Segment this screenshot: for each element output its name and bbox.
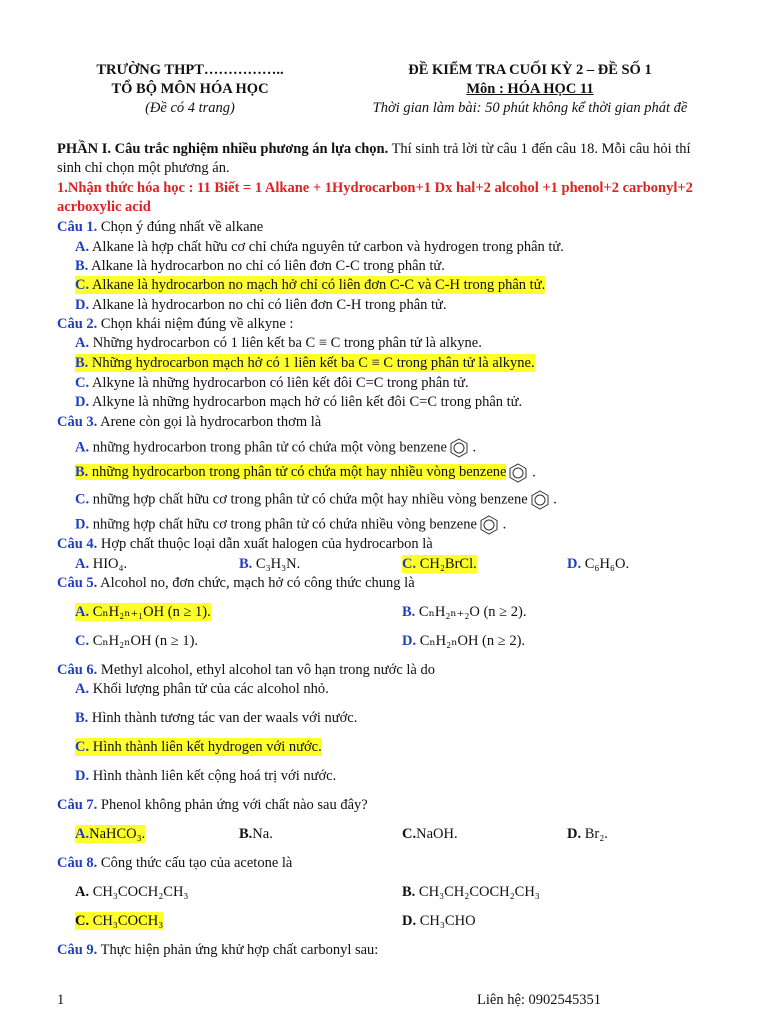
option-text: CₙH₂ₙ₊₂O (n ≥ 2). bbox=[418, 604, 527, 620]
q2-option-b-correct bbox=[75, 354, 535, 372]
q2-option-c bbox=[75, 374, 469, 392]
option-text: NaHCO₃. bbox=[89, 826, 146, 842]
exam-title: ĐỀ KIỂM TRA CUỐI KỲ 2 – ĐỀ SỐ 1 bbox=[408, 62, 652, 78]
question-9-label: Câu 9. bbox=[57, 942, 98, 958]
question-9-text: Thực hiện phản ứng khử hợp chất carbonyl sau: bbox=[97, 942, 379, 958]
option-text: Hình thành liên kết hydrogen với nước. bbox=[92, 739, 322, 755]
option-text: CₙH₂ₙ₊₁OH (n ≥ 1). bbox=[92, 604, 211, 620]
option-text: CₙH₂ₙOH (n ≥ 1). bbox=[92, 633, 199, 649]
q1-option-a bbox=[75, 238, 564, 256]
q7-option-a-correct bbox=[75, 825, 145, 843]
q5-option-d bbox=[402, 632, 525, 650]
option-text: những hydrocarbon trong phân tử có chứa một hay nhiều vòng benzene bbox=[91, 464, 507, 481]
option-text: HIO₄. bbox=[92, 556, 128, 572]
q8-option-d bbox=[402, 912, 476, 930]
q4-option-d bbox=[567, 555, 629, 573]
option-letter: B. bbox=[75, 258, 89, 274]
q5-option-b bbox=[402, 603, 526, 621]
question-6 bbox=[57, 661, 435, 679]
option-text: những hydrocarbon trong phân tử có chứa một vòng benzene bbox=[92, 439, 447, 456]
option-letter: D. bbox=[75, 768, 90, 784]
question-8-text: Công thức cấu tạo của acetone là bbox=[97, 855, 293, 871]
option-letter: C. bbox=[75, 277, 90, 293]
question-1 bbox=[57, 218, 263, 236]
subject-title: Môn : HÓA HỌC 11 bbox=[466, 81, 594, 97]
question-2-text: Chọn khái niệm đúng về alkyne : bbox=[97, 316, 294, 332]
option-letter: A. bbox=[75, 681, 90, 697]
option-text: những hợp chất hữu cơ trong phân tử có chứa nhiều vòng benzene bbox=[92, 516, 477, 533]
q4-option-b bbox=[239, 555, 300, 573]
option-text: C₆H₆O. bbox=[584, 556, 630, 572]
option-letter: B. bbox=[75, 355, 89, 371]
department-name: TỔ BỘ MÔN HÓA HỌC bbox=[111, 81, 269, 97]
question-1-text: Chọn ý đúng nhất về alkane bbox=[97, 219, 264, 235]
question-6-text: Methyl alcohol, ethyl alcohol tan vô hạn trong nước là do bbox=[97, 662, 435, 678]
q8-option-a bbox=[75, 883, 188, 901]
option-letter: C. bbox=[75, 913, 90, 929]
option-letter: D. bbox=[75, 297, 90, 313]
option-text: CH₃COCH₃ bbox=[92, 913, 164, 929]
question-4-text: Hợp chất thuộc loại dẫn xuất halogen của hydrocarbon là bbox=[97, 536, 433, 552]
question-7-label: Câu 7. bbox=[57, 797, 98, 813]
question-2 bbox=[57, 315, 293, 333]
option-letter: D. bbox=[567, 826, 582, 842]
question-2-label: Câu 2. bbox=[57, 316, 98, 332]
option-text: Alkyne là những hydrocarbon có liên kết đôi C=C trong phân tử. bbox=[91, 375, 469, 391]
q8-option-b bbox=[402, 883, 540, 901]
question-3-text: Arene còn gọi là hydrocarbon thơm là bbox=[97, 414, 322, 430]
q2-option-a bbox=[75, 334, 482, 352]
option-text: CH₂BrCl. bbox=[419, 556, 477, 572]
pages-note: (Đề có 4 trang) bbox=[145, 100, 235, 116]
question-9 bbox=[57, 941, 378, 959]
page-number: 1 bbox=[57, 992, 65, 1008]
cognitive-level-note-2: acrboxylic acid bbox=[57, 199, 151, 215]
option-text: Alkane là hydrocarbon no chỉ có liên đơn C-C trong phân tử. bbox=[91, 258, 445, 274]
option-text: NaOH. bbox=[416, 826, 458, 842]
benzene-ring-icon bbox=[449, 438, 469, 458]
option-text: CₙH₂ₙOH (n ≥ 2). bbox=[419, 633, 526, 649]
option-letter: B. bbox=[75, 710, 89, 726]
q7-option-c bbox=[402, 825, 458, 843]
q4-option-a bbox=[75, 555, 127, 573]
option-letter: B. bbox=[75, 464, 89, 481]
option-text: CH₃COCH₂CH₃ bbox=[92, 884, 189, 900]
option-letter: B. bbox=[402, 884, 416, 900]
q6-option-b bbox=[75, 709, 357, 727]
q4-option-c-correct bbox=[402, 555, 477, 573]
q6-option-a bbox=[75, 680, 329, 698]
q3-option-d: D. những hợp chất hữu cơ trong phân tử có chứa nhiều vòng benzene . bbox=[75, 515, 506, 535]
option-letter: D. bbox=[402, 913, 417, 929]
option-letter: A. bbox=[75, 556, 90, 572]
option-letter: C. bbox=[75, 491, 90, 508]
option-letter: C. bbox=[75, 633, 90, 649]
option-letter: A. bbox=[75, 335, 90, 351]
part1-instruction: Thí sinh trả lời từ câu 1 đến câu 18. Mỗi câu hỏi thí bbox=[388, 141, 691, 157]
question-7-text: Phenol không phản ứng với chất nào sau đây? bbox=[97, 797, 368, 813]
option-text: những hợp chất hữu cơ trong phân tử có chứa một hay nhiều vòng benzene bbox=[92, 491, 528, 508]
school-name: TRƯỜNG THPT…………….. bbox=[96, 62, 284, 78]
option-letter: B. bbox=[239, 826, 253, 842]
q3-option-c: C. những hợp chất hữu cơ trong phân tử có chứa một hay nhiều vòng benzene . bbox=[75, 490, 557, 510]
option-letter: D. bbox=[567, 556, 582, 572]
q1-option-c-correct bbox=[75, 276, 545, 294]
q5-option-c bbox=[75, 632, 198, 650]
option-letter: B. bbox=[402, 604, 416, 620]
question-5-text: Alcohol no, đơn chức, mạch hở có công thức chung là bbox=[97, 575, 415, 591]
question-8-label: Câu 8. bbox=[57, 855, 98, 871]
option-text: Alkane là hydrocarbon no chỉ có liên đơn C-H trong phân tử. bbox=[91, 297, 447, 313]
option-letter: C. bbox=[402, 556, 417, 572]
option-letter: D. bbox=[75, 516, 90, 533]
question-3 bbox=[57, 413, 321, 431]
option-text: Alkyne là những hydrocarbon mạch hở có liên kết đôi C=C trong phân tử. bbox=[91, 394, 523, 410]
q6-option-d bbox=[75, 767, 336, 785]
question-6-label: Câu 6. bbox=[57, 662, 98, 678]
option-text: C₃H₃N. bbox=[255, 556, 301, 572]
q7-option-b bbox=[239, 825, 273, 843]
option-text: Alkane là hydrocarbon no mạch hở chỉ có liên đơn C-C và C-H trong phân tử. bbox=[91, 277, 546, 293]
question-4-label: Câu 4. bbox=[57, 536, 98, 552]
option-letter: A. bbox=[75, 604, 90, 620]
option-text: Alkane là hợp chất hữu cơ chỉ chứa nguyên tử carbon và hydrogen trong phân tử. bbox=[91, 239, 564, 255]
option-letter: C. bbox=[75, 375, 90, 391]
part1-instruction-2: sinh chỉ chọn một phương án. bbox=[57, 160, 230, 176]
option-letter: C. bbox=[402, 826, 417, 842]
option-text: Hình thành tương tác van der waals với nước. bbox=[91, 710, 358, 726]
q5-option-a-correct bbox=[75, 603, 211, 621]
benzene-ring-icon bbox=[508, 463, 528, 483]
time-note: Thời gian làm bài: 50 phút không kể thời gian phát đề bbox=[372, 100, 688, 116]
part1-title: PHẦN I. Câu trắc nghiệm nhiều phương án lựa chọn. bbox=[57, 141, 389, 157]
option-text: Những hydrocarbon mạch hở có 1 liên kết ba C ≡ C trong phân tử là alkyne. bbox=[91, 355, 535, 371]
option-text: CH₃CH₂COCH₂CH₃ bbox=[418, 884, 540, 900]
option-text: Hình thành liên kết cộng hoá trị với nước. bbox=[92, 768, 337, 784]
q1-option-d bbox=[75, 296, 447, 314]
cognitive-level-note: 1.Nhận thức hóa học : 11 Biết = 1 Alkane + 1Hydrocarbon+1 Dx hal+2 alcohol +1 phenol+2 carbonyl+2 bbox=[57, 180, 693, 196]
option-letter: A. bbox=[75, 239, 90, 255]
question-4 bbox=[57, 535, 433, 553]
option-letter: A. bbox=[75, 439, 90, 456]
q6-option-c-correct bbox=[75, 738, 322, 756]
question-8 bbox=[57, 854, 292, 872]
q3-option-b-correct: B. những hydrocarbon trong phân tử có chứa một hay nhiều vòng benzene . bbox=[75, 463, 536, 483]
option-text: Na. bbox=[252, 826, 273, 842]
option-text: Những hydrocarbon có 1 liên kết ba C ≡ C trong phân tử là alkyne. bbox=[92, 335, 482, 351]
benzene-ring-icon bbox=[530, 490, 550, 510]
option-letter: B. bbox=[239, 556, 253, 572]
q2-option-d bbox=[75, 393, 522, 411]
option-text: Khối lượng phân tử của các alcohol nhỏ. bbox=[92, 681, 329, 697]
question-7 bbox=[57, 796, 368, 814]
q8-option-c-correct bbox=[75, 912, 163, 930]
contact-info: Liên hệ: 0902545351 bbox=[477, 992, 602, 1008]
q3-option-a: A. những hydrocarbon trong phân tử có chứa một vòng benzene . bbox=[75, 438, 476, 458]
option-letter: A. bbox=[75, 884, 90, 900]
option-letter: A. bbox=[75, 826, 90, 842]
option-text: Br₂. bbox=[584, 826, 608, 842]
option-text: CH₃CHO bbox=[419, 913, 476, 929]
option-letter: C. bbox=[75, 739, 90, 755]
question-1-label: Câu 1. bbox=[57, 219, 98, 235]
option-letter: D. bbox=[402, 633, 417, 649]
q1-option-b bbox=[75, 257, 445, 275]
question-5 bbox=[57, 574, 415, 592]
q7-option-d bbox=[567, 825, 608, 843]
question-3-label: Câu 3. bbox=[57, 414, 98, 430]
part1-line bbox=[57, 140, 691, 158]
option-letter: D. bbox=[75, 394, 90, 410]
question-5-label: Câu 5. bbox=[57, 575, 98, 591]
benzene-ring-icon bbox=[479, 515, 499, 535]
